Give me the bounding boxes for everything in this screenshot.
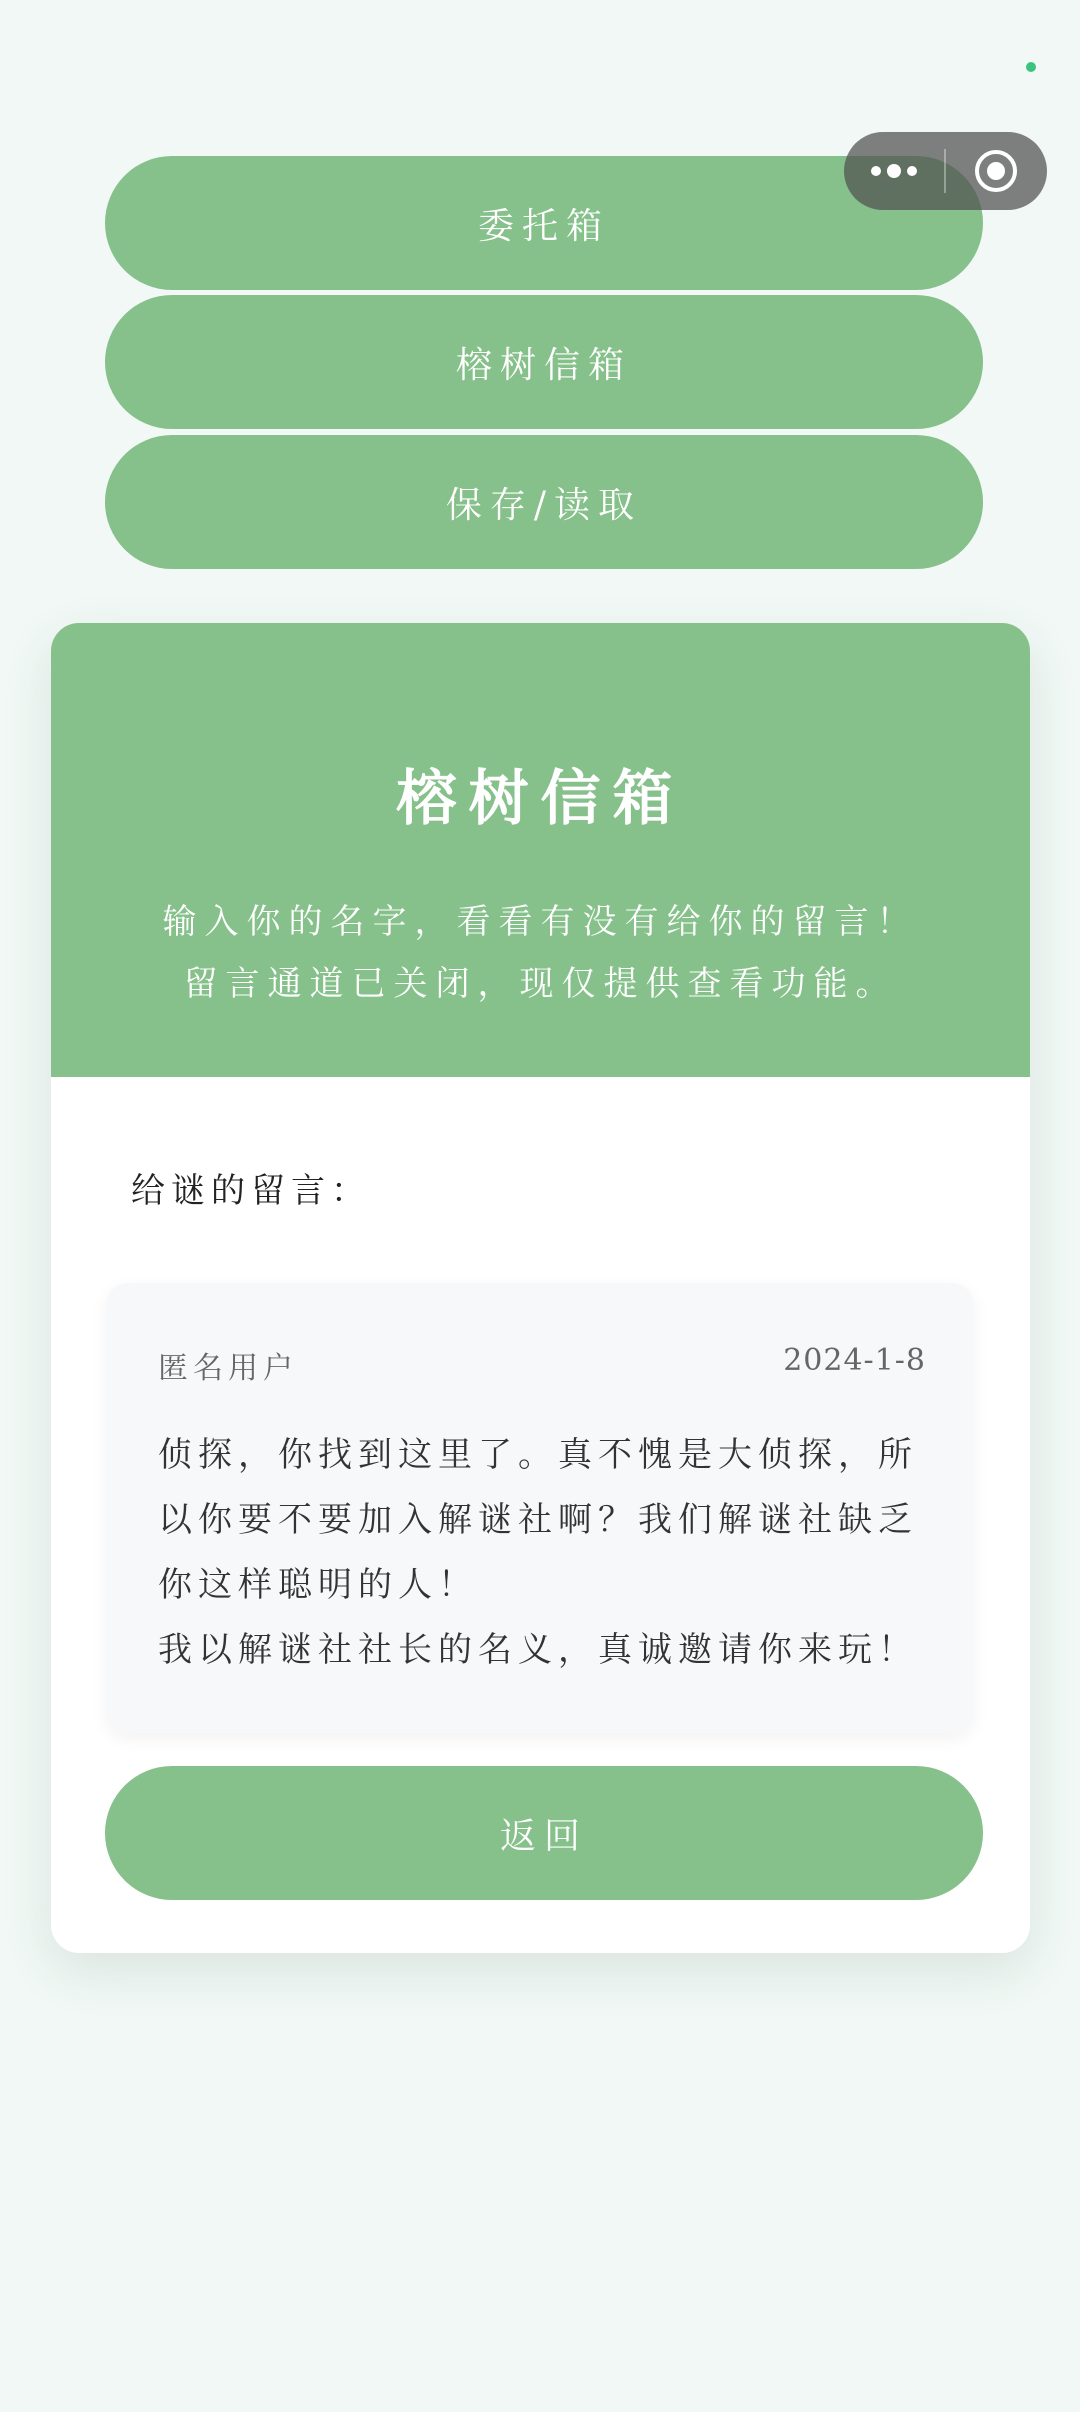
mini-program-capsule [844, 132, 1047, 210]
message-body-line-1: 侦探，你找到这里了。真不愧是大侦探，所以你要不要加入解谜社啊？我们解谜社缺乏你这样聪明的人！ [158, 1435, 918, 1605]
message-author: 匿名用户 [158, 1351, 298, 1386]
target-circle-icon[interactable] [946, 132, 1046, 210]
save-load-button[interactable]: 保存/读取 [105, 435, 983, 569]
status-indicator-dot [1026, 62, 1036, 72]
entrust-box-button[interactable]: 委托箱 [105, 156, 983, 290]
subtitle-line-1: 输入你的名字，看看有没有给你的留言！ [162, 902, 919, 942]
mailbox-card [51, 623, 1030, 1953]
message-body-line-2: 我以解谜社社长的名义，真诚邀请你来玩！ [158, 1630, 918, 1670]
message-heading: 给谜的留言： [131, 1171, 371, 1211]
message-body [158, 1423, 928, 1683]
message-item [106, 1283, 974, 1733]
card-subtitle [51, 891, 1030, 1015]
back-button[interactable]: 返回 [105, 1766, 983, 1900]
card-title: 榕树信箱 [396, 764, 685, 834]
message-date: 2024-1-8 [783, 1343, 926, 1378]
banyan-mailbox-button[interactable]: 榕树信箱 [105, 295, 983, 429]
card-header [51, 623, 1030, 1077]
more-dots-icon[interactable] [844, 132, 944, 210]
subtitle-line-2: 留言通道已关闭，现仅提供查看功能。 [183, 964, 898, 1004]
